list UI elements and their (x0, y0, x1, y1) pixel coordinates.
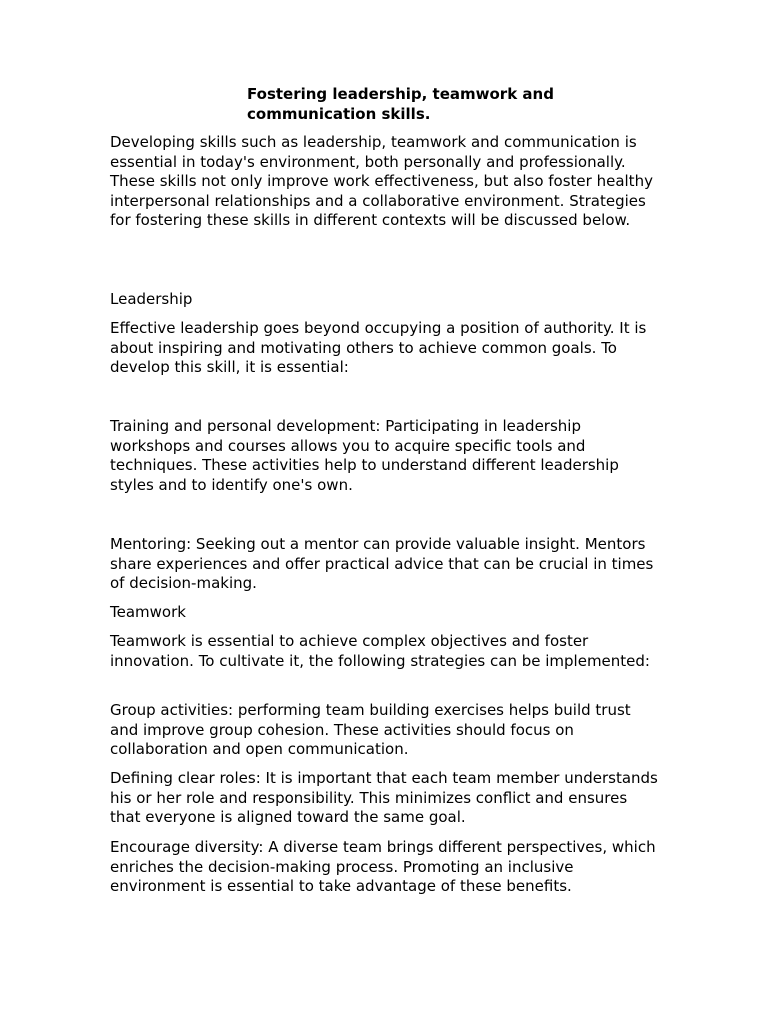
group-activities-paragraph: Group activities: performing team building exercises helps build trust and improve group cohesion. These activities should focus on collaboration and open communication. (110, 701, 631, 758)
teamwork-heading: Teamwork (110, 603, 186, 621)
teamwork-intro-paragraph: Teamwork is essential to achieve complex objectives and foster innovation. To cultivate it, the following strategies can be implemented: (110, 632, 650, 670)
document-title: Fostering leadership, teamwork and communication skills. (247, 85, 554, 123)
training-paragraph: Training and personal development: Participating in leadership workshops and courses allows you to acquire specific tools and techniques. These activities help to understand different leadership styles and to identify one's own. (110, 417, 619, 494)
diversity-paragraph: Encourage diversity: A diverse team brings different perspectives, which enriches the decision-making process. Promoting an inclusive environment is essential to take advantage of these benefits. (110, 838, 656, 895)
leadership-intro-paragraph: Effective leadership goes beyond occupying a position of authority. It is about inspiring and motivating others to achieve common goals. To develop this skill, it is essential: (110, 319, 647, 376)
intro-paragraph: Developing skills such as leadership, teamwork and communication is essential in today's environment, both personally and professionally. These skills not only improve work effectiveness, but also foster healthy interpersonal relationships and a collaborative environment. Strategies for fostering these skills in different contexts will be discussed below. (110, 133, 653, 229)
clear-roles-paragraph: Defining clear roles: It is important that each team member understands his or her role and responsibility. This minimizes conflict and ensures that everyone is aligned toward the same goal. (110, 769, 658, 826)
mentoring-paragraph: Mentoring: Seeking out a mentor can provide valuable insight. Mentors share experiences and offer practical advice that can be crucial in times of decision-making. (110, 535, 654, 592)
leadership-heading: Leadership (110, 290, 193, 308)
